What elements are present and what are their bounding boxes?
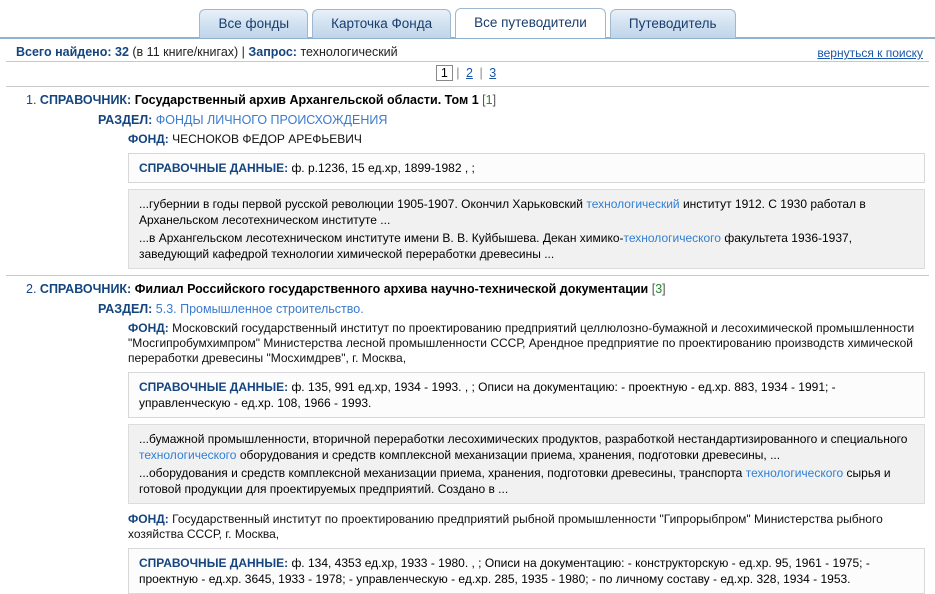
result-body (98, 298, 925, 594)
snippet-line (139, 465, 914, 497)
reference-data-card (128, 153, 925, 183)
result-type-label: СПРАВОЧНИК: (39, 282, 132, 296)
snippet-line (139, 431, 914, 463)
found-label: Всего найдено: (16, 45, 112, 59)
result-type-label: СПРАВОЧНИК: (39, 93, 132, 107)
snippet-line (139, 230, 914, 262)
query-value: технологический (300, 45, 398, 59)
query-label: Запрос: (248, 45, 297, 59)
snippet-card (128, 189, 925, 269)
info-separator: | (241, 45, 245, 59)
fond-value[interactable]: Государственный институт по проектированию предприятий рыбной промышленности "Гипрорыбпром" Министерства рыбного хозяйства СССР, г. Москва, (128, 512, 883, 541)
reference-data-label: СПРАВОЧНЫЕ ДАННЫЕ: (139, 556, 289, 570)
reference-data-card (128, 372, 925, 418)
result-number: 1. (26, 93, 37, 107)
tab-guide[interactable]: Путеводитель (610, 9, 736, 38)
reference-data-label: СПРАВОЧНЫЕ ДАННЫЕ: (139, 161, 289, 175)
fond-value[interactable]: ЧЕСНОКОВ ФЕДОР АРЕФЬЕВИЧ (172, 132, 362, 146)
snippet-line (139, 196, 914, 228)
fond-row (128, 318, 925, 366)
result-item (0, 87, 935, 269)
result-item (0, 276, 935, 594)
tab-fund-card[interactable]: Карточка Фонда (312, 9, 451, 38)
snippet-text: ...бумажной промышленности, вторичной переработки лесохимических продуктов, разработкой нестандартизированного и специального (139, 432, 908, 446)
snippet-text: оборудования и средств комплексной механизации приема, хранения, подготовки древесины, ... (236, 448, 781, 462)
result-count: [3] (651, 282, 666, 296)
result-heading (10, 92, 925, 109)
snippet-text: ...оборудования и средств комплексной механизации приема, хранения, подготовки древесины, транспорта (139, 466, 746, 480)
section-value[interactable]: 5.3. Промышленное строительство. (155, 302, 364, 316)
tab-bar (0, 0, 935, 38)
reference-data-card (128, 548, 925, 594)
section-label: РАЗДЕЛ: (98, 113, 153, 127)
snippet-highlight: технологического (623, 231, 721, 245)
page-separator-2: | (479, 66, 483, 80)
reference-data-value: ф. р.1236, 15 ед.хр, 1899-1982 , ; (291, 161, 475, 175)
snippet-text: институт 1912. С 1930 работал в Арханельском лесотехническом институте ... (139, 197, 866, 227)
snippet-highlight: технологического (139, 448, 237, 462)
snippet-card (128, 424, 925, 504)
pagination (0, 62, 935, 86)
section-row (98, 109, 925, 129)
section-label: РАЗДЕЛ: (98, 302, 153, 316)
reference-data-label: СПРАВОЧНЫЕ ДАННЫЕ: (139, 380, 289, 394)
found-count: 32 (115, 45, 129, 59)
page-link-3[interactable]: 3 (489, 66, 497, 80)
section-row (98, 298, 925, 318)
snippet-text: ...в Архангельском лесотехническом институте имени В. В. Куйбышева. Декан химико- (139, 231, 624, 245)
fond-label: ФОНД: (128, 512, 169, 526)
result-number: 2. (26, 282, 37, 296)
reference-data-value: ф. 134, 4353 ед.хр, 1933 - 1980. , ; Описи на документацию: - конструкторскую - ед.хр. 95, 1961 - 1975; - проектную - ед.хр. 3645, 1933 - 1978; - управленческую - ед.хр. 285, 1935 - 1980; - по личному составу - ед.хр. 328, 1934 - 1953. (139, 556, 870, 586)
snippet-text: факультета 1936-1937, заведующий кафедрой технологии химической переработки древесины ... (139, 231, 853, 261)
fond-value[interactable]: Московский государственный институт по проектированию предприятий целлюлозно-бумажной и лесохимической промышленности "Мосгипробумхимпром" Министерства лесной промышленности СССР, Арендное предприятие по проектированию производств химической переработки древесины "Мосхимдрев", г. Москва, (128, 321, 915, 365)
results-list (0, 87, 935, 594)
results-info-bar (0, 39, 935, 61)
result-body (98, 109, 925, 269)
fond-label: ФОНД: (128, 132, 169, 146)
fond-row (128, 129, 925, 147)
tab-all-guides[interactable]: Все путеводители (455, 8, 606, 38)
result-heading (10, 281, 925, 298)
result-title[interactable]: Государственный архив Архангельской области. Том 1 (134, 93, 479, 107)
page-separator-1: | (456, 66, 460, 80)
reference-data-value: ф. 135, 991 ед.хр, 1934 - 1993. , ; Описи на документацию: - проектную - ед.хр. 883, 1934 - 1991; - управленческую - ед.хр. 108, 1966 - 1993. (139, 380, 836, 410)
snippet-text: ...губернии в годы первой русской революции 1905-1907. Окончил Харьковский (139, 197, 587, 211)
fond-label: ФОНД: (128, 321, 169, 335)
result-count-value: 1 (485, 93, 493, 107)
fond-row (128, 504, 925, 542)
page-link-2[interactable]: 2 (466, 66, 473, 80)
page-current: 1 (436, 65, 453, 81)
result-title[interactable]: Филиал Российского государственного архива научно-технической документации (134, 282, 649, 296)
result-count-value: 3 (655, 282, 663, 296)
section-value[interactable]: ФОНДЫ ЛИЧНОГО ПРОИСХОЖДЕНИЯ (155, 113, 388, 127)
tab-all-funds[interactable]: Все фонды (199, 9, 308, 38)
back-to-search-link[interactable]: вернуться к поиску (817, 46, 923, 60)
found-books: (в 11 книге/книгах) (132, 45, 239, 59)
snippet-highlight: технологический (586, 197, 680, 211)
snippet-highlight: технологического (745, 466, 844, 480)
snippet-text: сырья и готовой продукции для проектируемых предприятий. Создано в ... (139, 466, 891, 496)
result-count: [1] (482, 93, 497, 107)
